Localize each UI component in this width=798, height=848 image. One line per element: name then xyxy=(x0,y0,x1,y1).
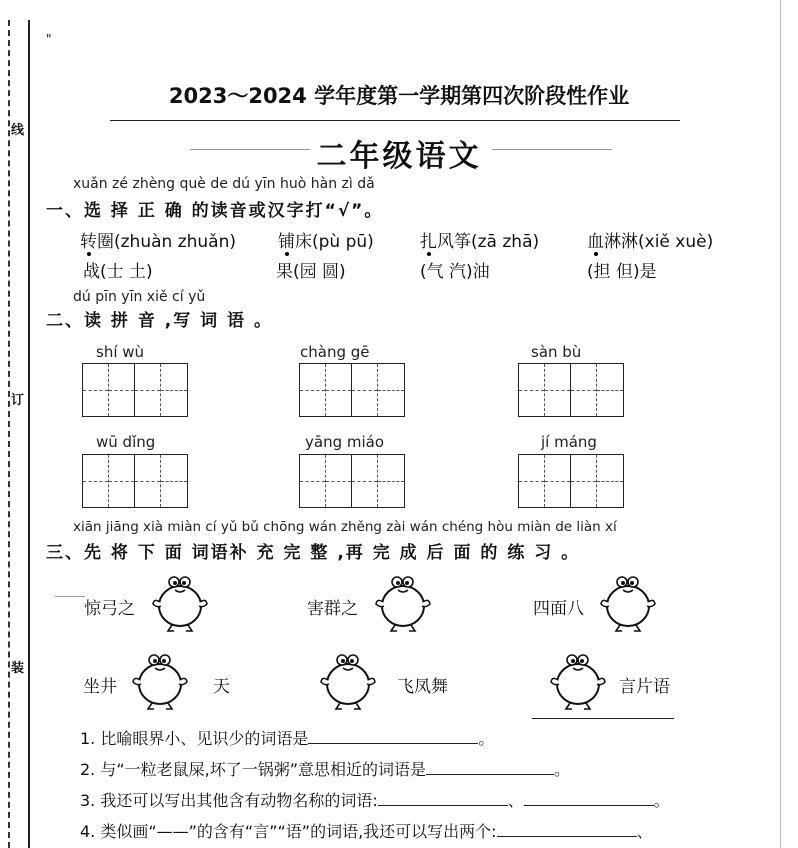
writing-grid[interactable] xyxy=(299,454,405,508)
section3-pinyin: xiān jiāng xià miàn cí yǔ bǔ chōng wán zhěng zài wán chéng hòu miàn de liàn xí xyxy=(73,519,617,535)
idiom-6: 言片语 xyxy=(619,677,670,697)
page-edge xyxy=(780,0,781,848)
grid-pinyin-4: wū dǐng xyxy=(96,433,156,451)
choice-options: (zā zhā) xyxy=(471,232,540,252)
choice-options: (zhuàn zhuǎn) xyxy=(114,232,236,252)
question-3: 3. 我还可以写出其他含有动物名称的词语: 、 。 xyxy=(80,791,670,810)
grid-pinyin-6: jí máng xyxy=(541,433,597,451)
grid-pinyin-5: yāng miáo xyxy=(305,433,385,451)
choice-item-4 xyxy=(587,227,713,252)
idiom-2: 害群之 xyxy=(307,599,358,619)
idiom-4-before: 坐井 xyxy=(83,677,117,697)
cartoon-blob-icon[interactable] xyxy=(318,650,378,712)
word-char: 床 xyxy=(295,232,312,252)
cartoon-blob-icon[interactable] xyxy=(150,572,210,634)
writing-grid[interactable] xyxy=(518,363,624,417)
cartoon-blob-icon[interactable] xyxy=(548,650,608,712)
stray-quote-mark: " xyxy=(46,32,52,46)
section2-pinyin: dú pīn yīn xiě cí yǔ xyxy=(73,289,206,305)
answer-blank[interactable] xyxy=(497,836,637,837)
idiom-decor-line xyxy=(55,596,85,597)
choice-item-8: (担 但)是 xyxy=(587,262,657,282)
question-2: 2. 与“一粒老鼠屎,坏了一锅粥”意思相近的词语是 。 xyxy=(80,760,571,779)
answer-blank[interactable] xyxy=(524,805,654,806)
grid-pinyin-3: sàn bù xyxy=(531,343,582,361)
answer-blank[interactable] xyxy=(378,805,508,806)
choice-item-1 xyxy=(80,227,236,252)
grid-pinyin-1: shí wù xyxy=(96,343,145,361)
idiom-underline xyxy=(532,718,674,719)
section3-heading: 三、先 将 下 面 词语补 充 完 整 ,再 完 成 后 面 的 练 习 。 xyxy=(46,543,581,563)
title-rule xyxy=(110,120,680,121)
margin-label-line: 线 xyxy=(11,123,25,138)
idiom-3: 四面八 xyxy=(533,599,584,619)
word-char: 淋淋 xyxy=(604,232,638,252)
word-char: 铺 xyxy=(278,232,295,252)
choice-options: (pù pū) xyxy=(312,232,374,252)
word-char: 圈 xyxy=(97,232,114,252)
idiom-1: 惊弓之 xyxy=(84,599,135,619)
subject-title: 二年级语文 xyxy=(316,139,482,174)
choice-options: (气 汽) xyxy=(420,262,473,282)
cartoon-blob-icon[interactable] xyxy=(130,650,190,712)
writing-grid[interactable] xyxy=(82,454,188,508)
choice-options: (士 土) xyxy=(100,262,153,282)
word-char: 转 xyxy=(80,232,97,252)
idiom-4-after: 天 xyxy=(213,677,230,697)
section1-heading: 一、选 择 正 确 的读音或汉字打“√”。 xyxy=(46,201,384,221)
answer-blank[interactable] xyxy=(308,743,478,744)
word-char: 风筝 xyxy=(437,232,471,252)
choice-options: (xiě xuè) xyxy=(638,232,714,252)
cartoon-blob-icon[interactable] xyxy=(373,572,433,634)
choice-item-2 xyxy=(278,227,374,252)
margin-label-bind: 订 xyxy=(11,393,25,408)
word-char: 血 xyxy=(587,232,604,252)
choice-options: (园 圆) xyxy=(293,262,346,282)
question-4: 4. 类似画“——”的含有“言”“语”的词语,我还可以写出两个: 、 xyxy=(80,822,653,841)
writing-grid[interactable] xyxy=(82,363,188,417)
choice-item-5: 战(士 土) xyxy=(83,262,153,282)
choice-item-6: 果(园 圆) xyxy=(276,262,346,282)
idiom-5: 飞凤舞 xyxy=(397,677,448,697)
choice-options: (担 但) xyxy=(587,262,640,282)
grid-pinyin-2: chàng gē xyxy=(300,343,370,361)
margin-label-staple: 装 xyxy=(11,661,25,676)
writing-grid[interactable] xyxy=(299,363,405,417)
section2-heading: 二、读 拼 音 ,写 词 语 。 xyxy=(46,311,273,331)
choice-item-7: (气 汽)油 xyxy=(420,262,490,282)
word-char: 扎 xyxy=(420,232,437,252)
cartoon-blob-icon[interactable] xyxy=(598,572,658,634)
answer-blank[interactable] xyxy=(426,774,554,775)
question-1: 1. 比喻眼界小、见识少的词语是 。 xyxy=(80,729,495,748)
choice-item-3 xyxy=(420,227,539,252)
exam-title: 2023～2024 学年度第一学期第四次阶段性作业 xyxy=(168,84,630,108)
section1-pinyin: xuǎn zé zhèng què de dú yīn huò hàn zì dǎ xyxy=(73,176,375,192)
writing-grid[interactable] xyxy=(518,454,624,508)
